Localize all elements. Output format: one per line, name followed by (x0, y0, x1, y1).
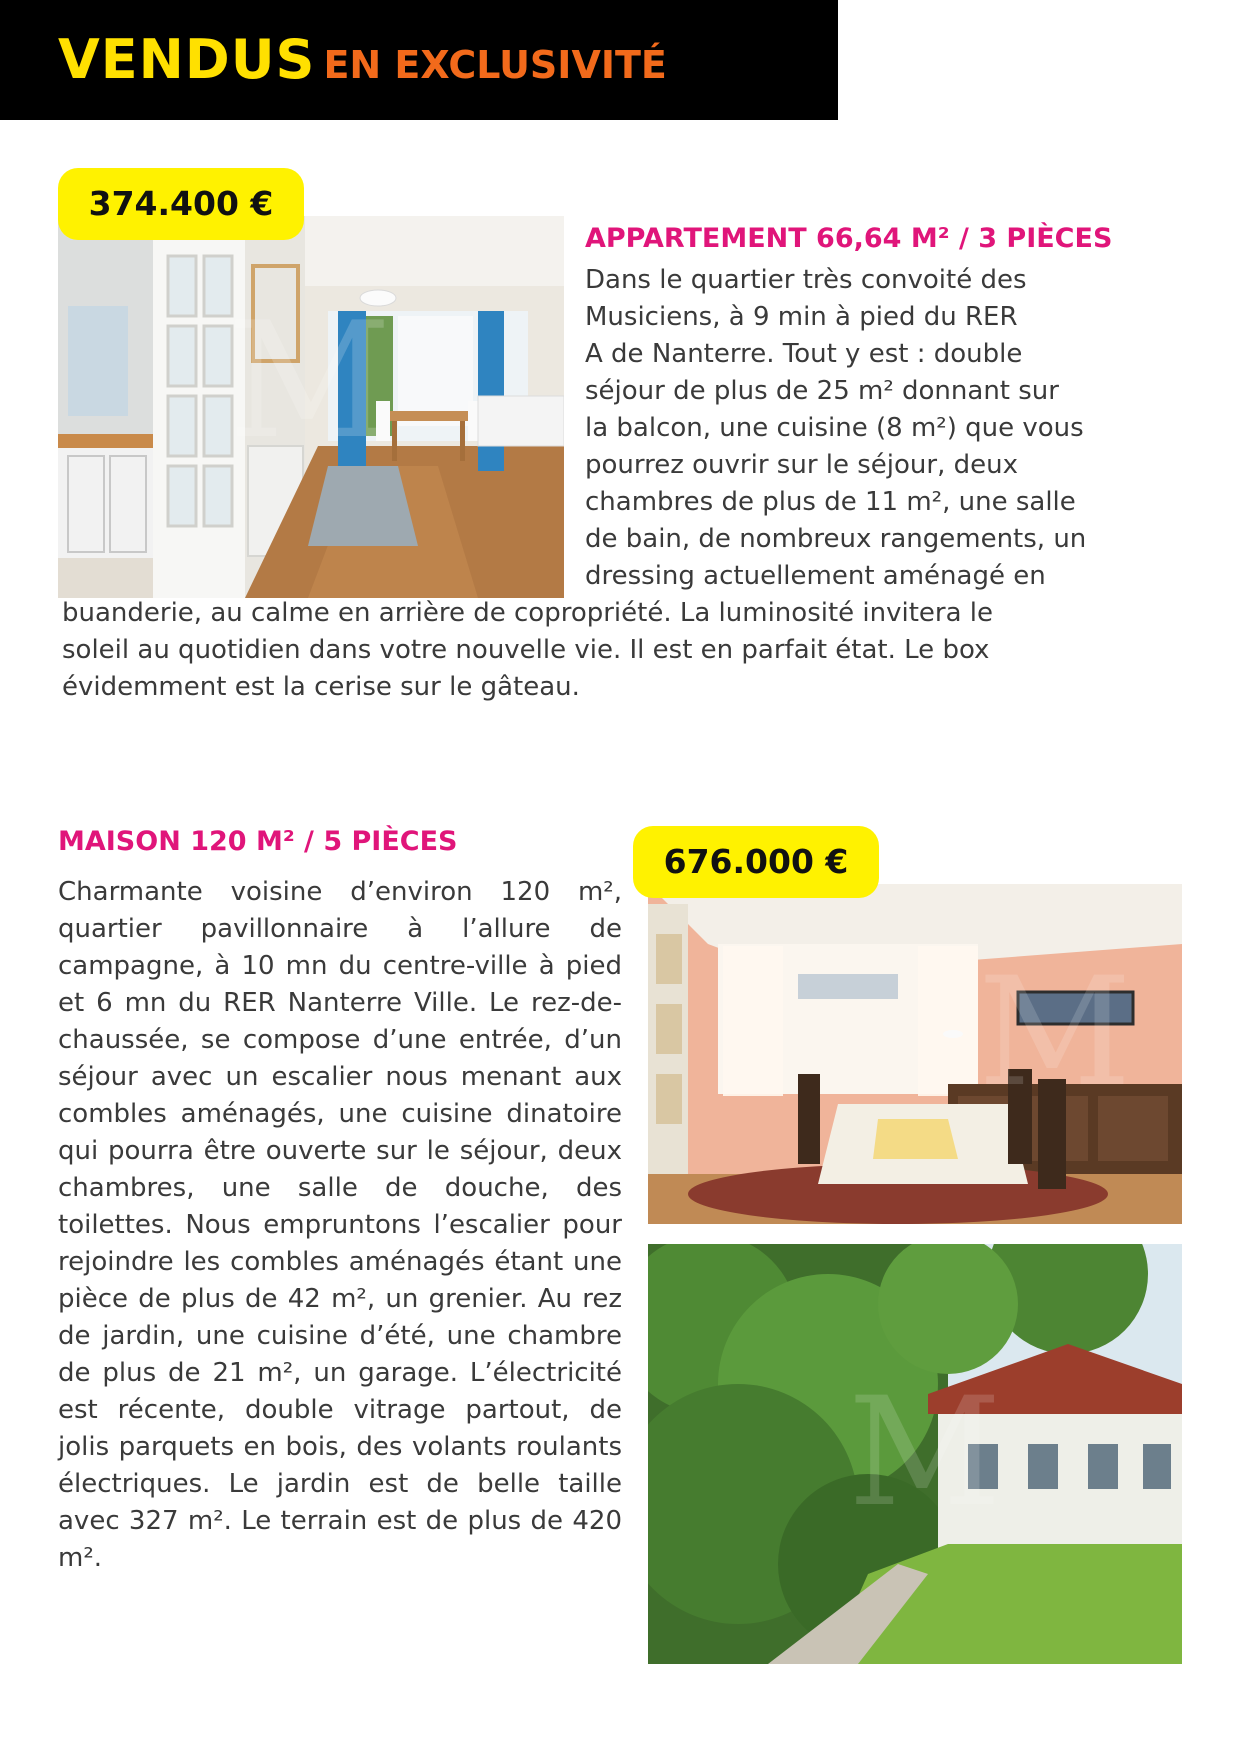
description-line: séjour de plus de 25 m² donnant sur (585, 376, 1059, 406)
description-line: dressing actuellement aménagé en (585, 561, 1046, 591)
description-line: évidemment est la cerise sur le gâteau. (62, 672, 580, 702)
description-line: chambres de plus de 11 m², une salle (585, 487, 1076, 517)
description-line: pourrez ouvrir sur le séjour, deux (585, 450, 1018, 480)
svg-text:M: M (228, 287, 392, 474)
house-description: Charmante voisine d’environ 120 m², quartier pavillonnaire à l’allure de campagne, à 10 mn du centre-ville à pied et 6 mn du RER Nanterre Ville. Le rez-de-chaussée, se compose d’une entrée, d’un séjour avec un escalier nous menant aux combles aménagés, une cuisine dinatoire qui pourra être ouverte sur le séjour, deux chambres, une salle de douche, des toilettes. Nous empruntons l’escalier pour rejoindre les combles aménagés étant une pièce de plus de 42 m², un grenier. Au rez de jardin, une cuisine d’été, une chambre de plus de 21 m², un garage. L’électricité est récente, double vitrage partout, de jolis parquets en bois, des volants roulants électriques. Le jardin est de belle taille avec 327 m². Le terrain est de plus de 420 m². (58, 877, 622, 1573)
description-line: de bain, de nombreux rangements, un (585, 524, 1087, 554)
description-line: buanderie, au calme en arrière de copropriété. La luminosité invitera le (62, 598, 994, 628)
description-line: soleil au quotidien dans votre nouvelle vie. Il est en parfait état. Le box (62, 635, 990, 665)
description-line: Dans le quartier très convoité des (585, 265, 1027, 295)
svg-text:M: M (978, 946, 1132, 1120)
svg-text:M: M (848, 1366, 1002, 1540)
title-sub: EN EXCLUSIVITÉ (323, 43, 667, 87)
house-heading: MAISON 120 M² / 5 PIÈCES (58, 826, 458, 857)
title-main: VENDUS (58, 28, 316, 91)
garden-house-photo (648, 1244, 1182, 1664)
description-line: la balcon, une cuisine (8 m²) que vous (585, 413, 1084, 443)
page-title (58, 28, 667, 91)
price-badge-house: 676.000 € (633, 826, 879, 898)
description-line: A de Nanterre. Tout y est : double (585, 339, 1023, 369)
header-banner (0, 0, 838, 120)
apartment-heading: APPARTEMENT 66,64 M² / 3 PIÈCES (585, 223, 1113, 254)
price-badge-apartment: 374.400 € (58, 168, 304, 240)
description-line: Musiciens, à 9 min à pied du RER (585, 302, 1018, 332)
dining-room-photo (648, 884, 1182, 1224)
apartment-interior-photo (58, 216, 564, 598)
